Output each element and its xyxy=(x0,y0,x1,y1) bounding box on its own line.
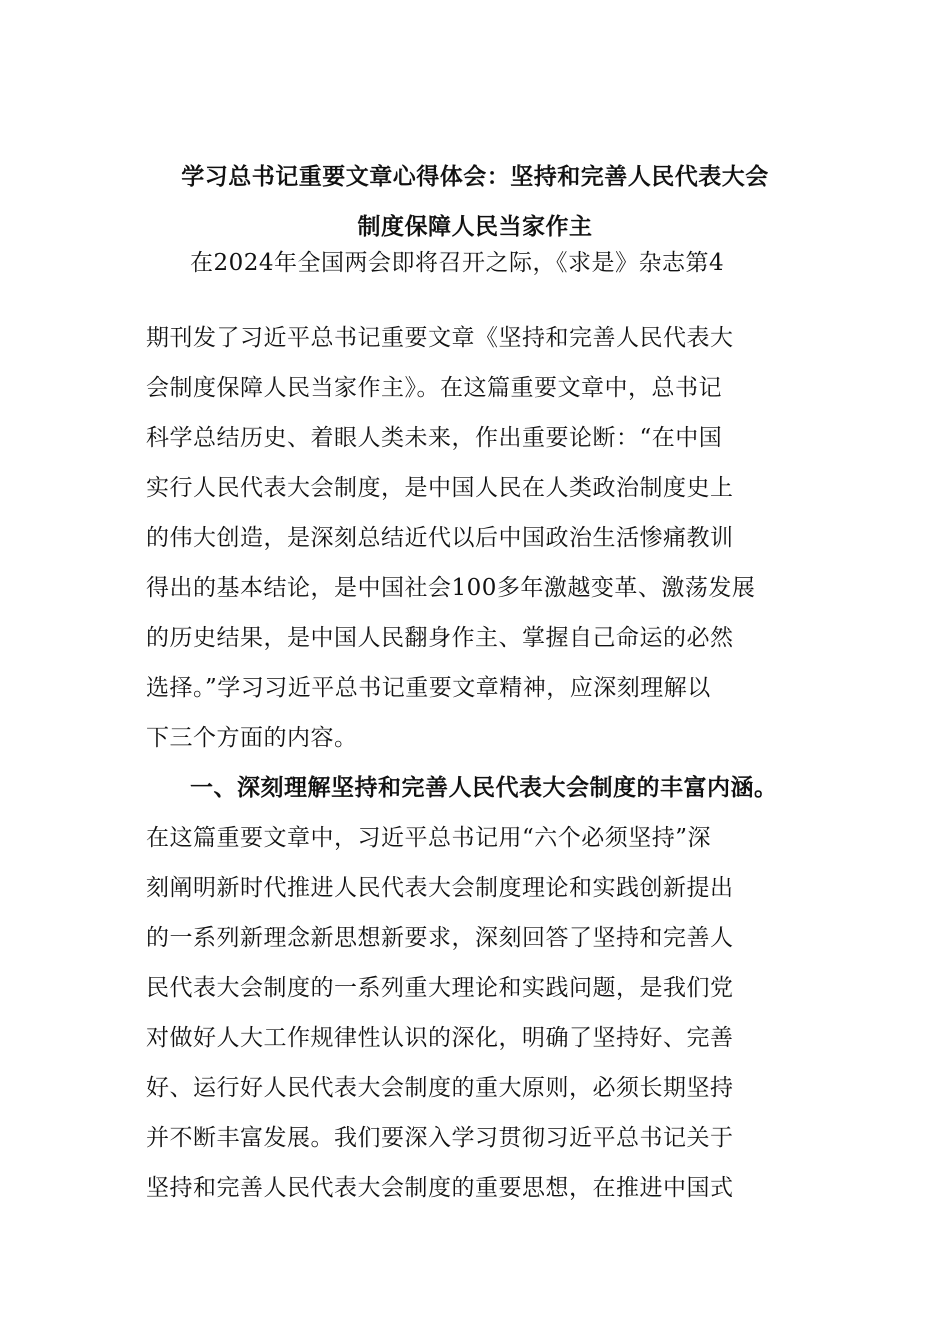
document-title-line-1: 学习总书记重要文章心得体会：坚持和完善人民代表大会 xyxy=(181,163,769,190)
paragraph-2-line-3: 的一系列新理念新思想新要求，深刻回答了坚持和完善人 xyxy=(146,925,734,951)
paragraph-2-line-8: 坚持和完善人民代表大会制度的重要思想，在推进中国式 xyxy=(146,1175,734,1201)
paragraph-2-line-7: 并不断丰富发展。我们要深入学习贯彻习近平总书记关于 xyxy=(146,1125,734,1151)
document-title-line-2: 制度保障人民当家作主 xyxy=(357,213,593,240)
paragraph-1-line-3: 会制度保障人民当家作主》。在这篇重要文章中，总书记 xyxy=(146,375,722,401)
paragraph-1-line-9: 选择。”学习习近平总书记重要文章精神，应深刻理解以 xyxy=(146,675,711,701)
paragraph-2-line-2: 刻阐明新时代推进人民代表大会制度理论和实践创新提出 xyxy=(146,875,734,901)
paragraph-2-line-1: 在这篇重要文章中，习近平总书记用“六个必须坚持”深 xyxy=(146,825,712,851)
paragraph-1-line-2: 期刊发了习近平总书记重要文章《坚持和完善人民代表大 xyxy=(146,325,734,351)
paragraph-1-line-8: 的历史结果，是中国人民翻身作主、掌握自己命运的必然 xyxy=(146,625,734,651)
paragraph-1-line-7: 得出的基本结论，是中国社会100多年激越变革、激荡发展 xyxy=(146,575,756,601)
paragraph-1-line-5: 实行人民代表大会制度，是中国人民在人类政治制度史上 xyxy=(146,475,734,501)
paragraph-2-line-4: 民代表大会制度的一系列重大理论和实践问题，是我们党 xyxy=(146,975,734,1001)
paragraph-2-line-6: 好、运行好人民代表大会制度的重大原则，必须长期坚持 xyxy=(146,1075,734,1101)
paragraph-1-line-4: 科学总结历史、着眼人类未来，作出重要论断：“在中国 xyxy=(146,425,723,451)
paragraph-1-line-6: 的伟大创造，是深刻总结近代以后中国政治生活惨痛教训 xyxy=(146,525,734,551)
paragraph-1-line-10: 下三个方面的内容。 xyxy=(146,725,358,751)
section-1-heading: 一、深刻理解坚持和完善人民代表大会制度的丰富内涵。 xyxy=(190,774,778,801)
paragraph-2-line-5: 对做好人大工作规律性认识的深化，明确了坚持好、完善 xyxy=(146,1025,734,1051)
paragraph-1-line-1: 在2024年全国两会即将召开之际，《求是》杂志第4 xyxy=(190,250,725,276)
